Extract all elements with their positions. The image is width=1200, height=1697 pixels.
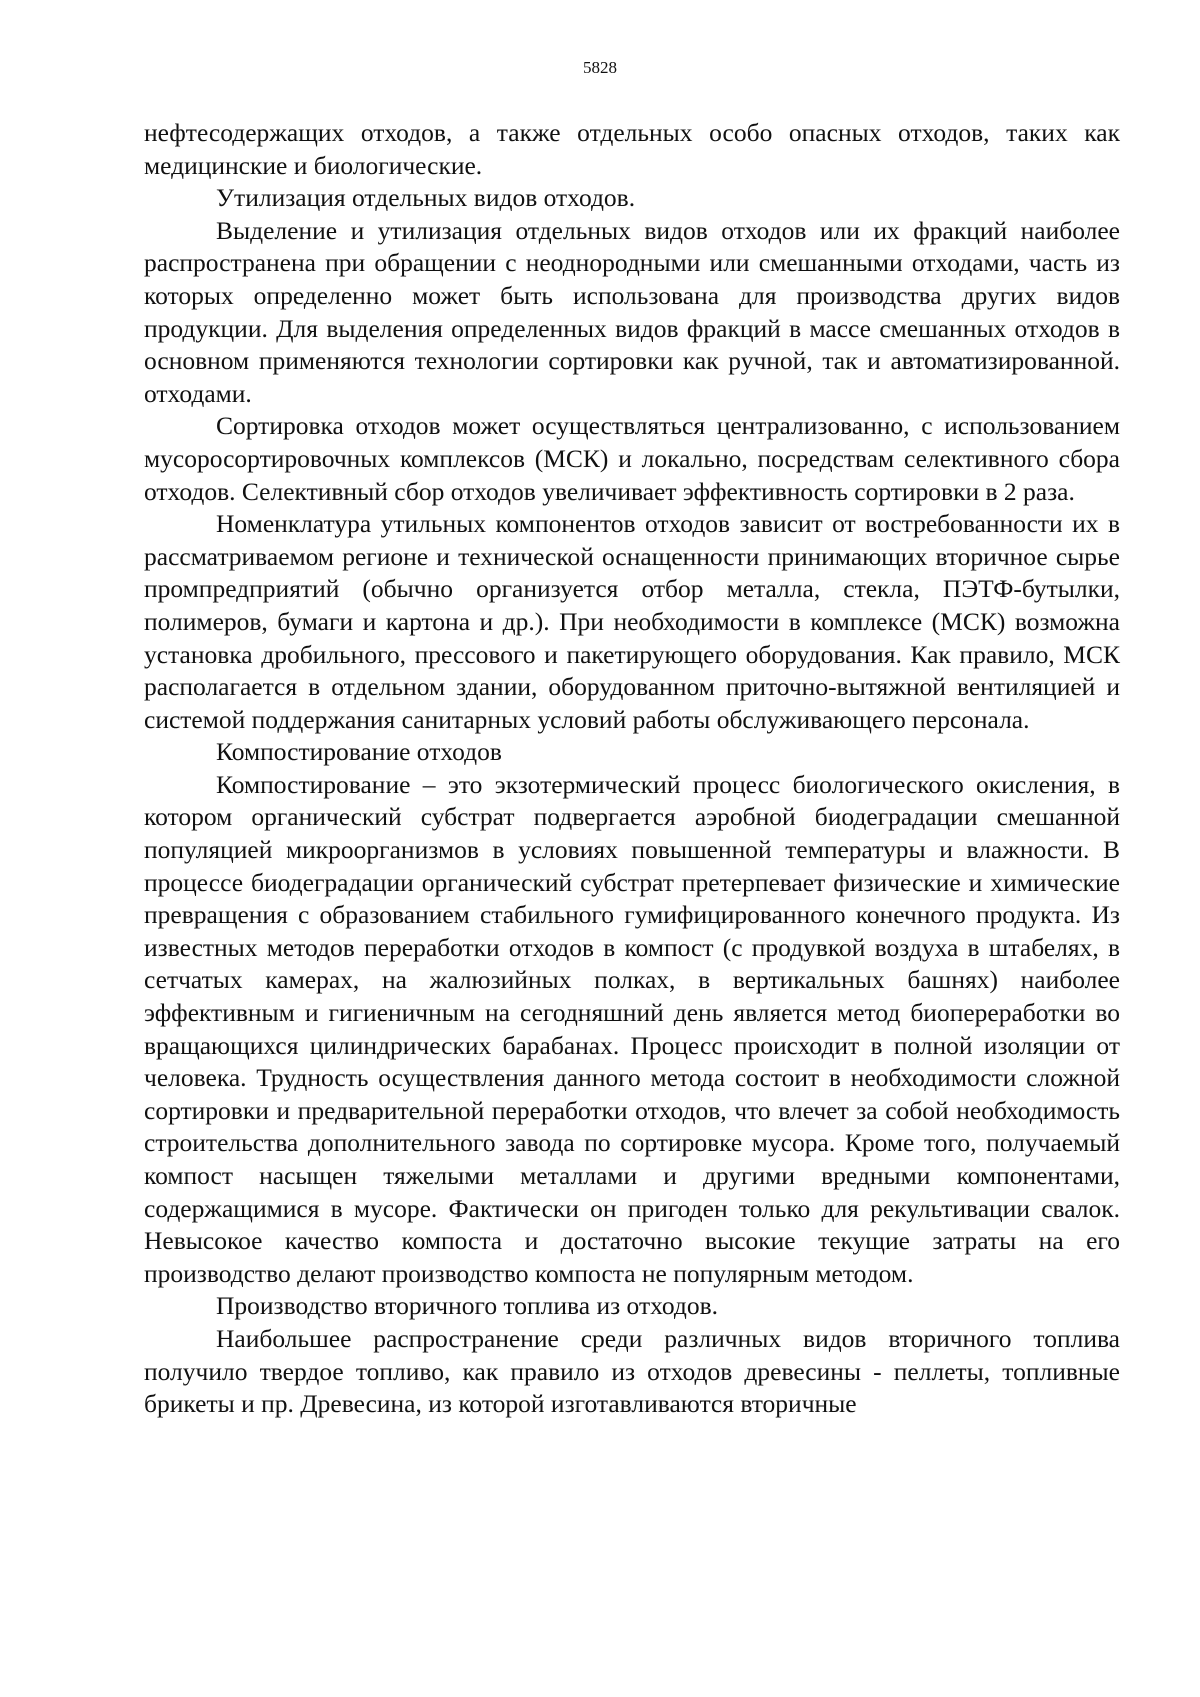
paragraph-composting: Компостирование – это экзотермический процесс биологического окисления, в котором органический субстрат подвергается аэробной биодеградации смешанной популяцией микроорганизмов в условиях повышенной температуры и влажности. В процессе биодеградации органический субстрат претерпевает физические и химические превращения с образованием стабильного гумифицированного конечного продукта. Из известных методов переработки отходов в компост (с продувкой воздуха в штабелях, в сетчатых камерах, на жалюзийных полках, в вертикальных башнях) наиболее эффективным и гигиеничным на сегодняшний день является метод биопереработки во вращающихся цилиндрических барабанах. Процесс происходит в полной изоляции от человека. Трудность осуществления данного метода состоит в необходимости сложной сортировки и предварительной переработки отходов, что влечет за собой необходимость строительства дополнительного завода по сортировке мусора. Кроме того, получаемый компост насыщен тяжелыми металлами и другими вредными компонентами, содержащимися в мусоре. Фактически он пригоден только для рекультивации свалок. Невысокое качество компоста и достаточно высокие текущие затраты на его производство делают производство компоста не популярным методом. xyxy=(144,769,1120,1288)
body-text xyxy=(144,117,1120,1421)
paragraph-separation: Выделение и утилизация отдельных видов отходов или их фракций наиболее распространена при обращении с неоднородными или смешанными отходами, часть из которых определенно может быть использована для производства других видов продукции. Для выделения определенных видов фракций в массе смешанных отходов в основном применяются технологии сортировки как ручной, так и автоматизированной. отходами. xyxy=(144,215,1120,408)
paragraph-secondary-fuel: Наибольшее распространение среди различных видов вторичного топлива получило твердое топливо, как правило из отходов древесины - пеллеты, топливные брикеты и пр. Древесина, из которой изготавливаются вторичные xyxy=(144,1323,1120,1419)
section-heading-composting: Компостирование отходов xyxy=(216,737,502,767)
paragraph-nomenclature: Номенклатура утильных компонентов отходов зависит от востребованности их в рассматриваемом регионе и технической оснащенности принимающих вторичное сырье промпредприятий (обычно организуется отбор металла, стекла, ПЭТФ-бутылки, полимеров, бумаги и картона и др.). При необходимости в комплексе (МСК) возможна установка дробильного, прессового и пакетирующего оборудования. Как правило, МСК располагается в отдельном здании, оборудованном приточно-вытяжной вентиляцией и системой поддержания санитарных условий работы обслуживающего персонала. xyxy=(144,509,1120,734)
section-heading-secondary-fuel: Производство вторичного топлива из отходов. xyxy=(216,1291,719,1321)
paragraph-sorting: Сортировка отходов может осуществляться централизованно, с использованием мусоросортировочных комплексов (МСК) и локально, посредствам селективного сбора отходов. Селективный сбор отходов увеличивает эффективность сортировки в 2 раза. xyxy=(144,411,1120,506)
section-heading-waste-utilization: Утилизация отдельных видов отходов. xyxy=(216,183,636,213)
paragraph-continuation: нефтесодержащих отходов, а также отдельных особо опасных отходов, таких как медицинские и биологические. xyxy=(144,118,1120,180)
page-number: 5828 xyxy=(583,58,617,77)
